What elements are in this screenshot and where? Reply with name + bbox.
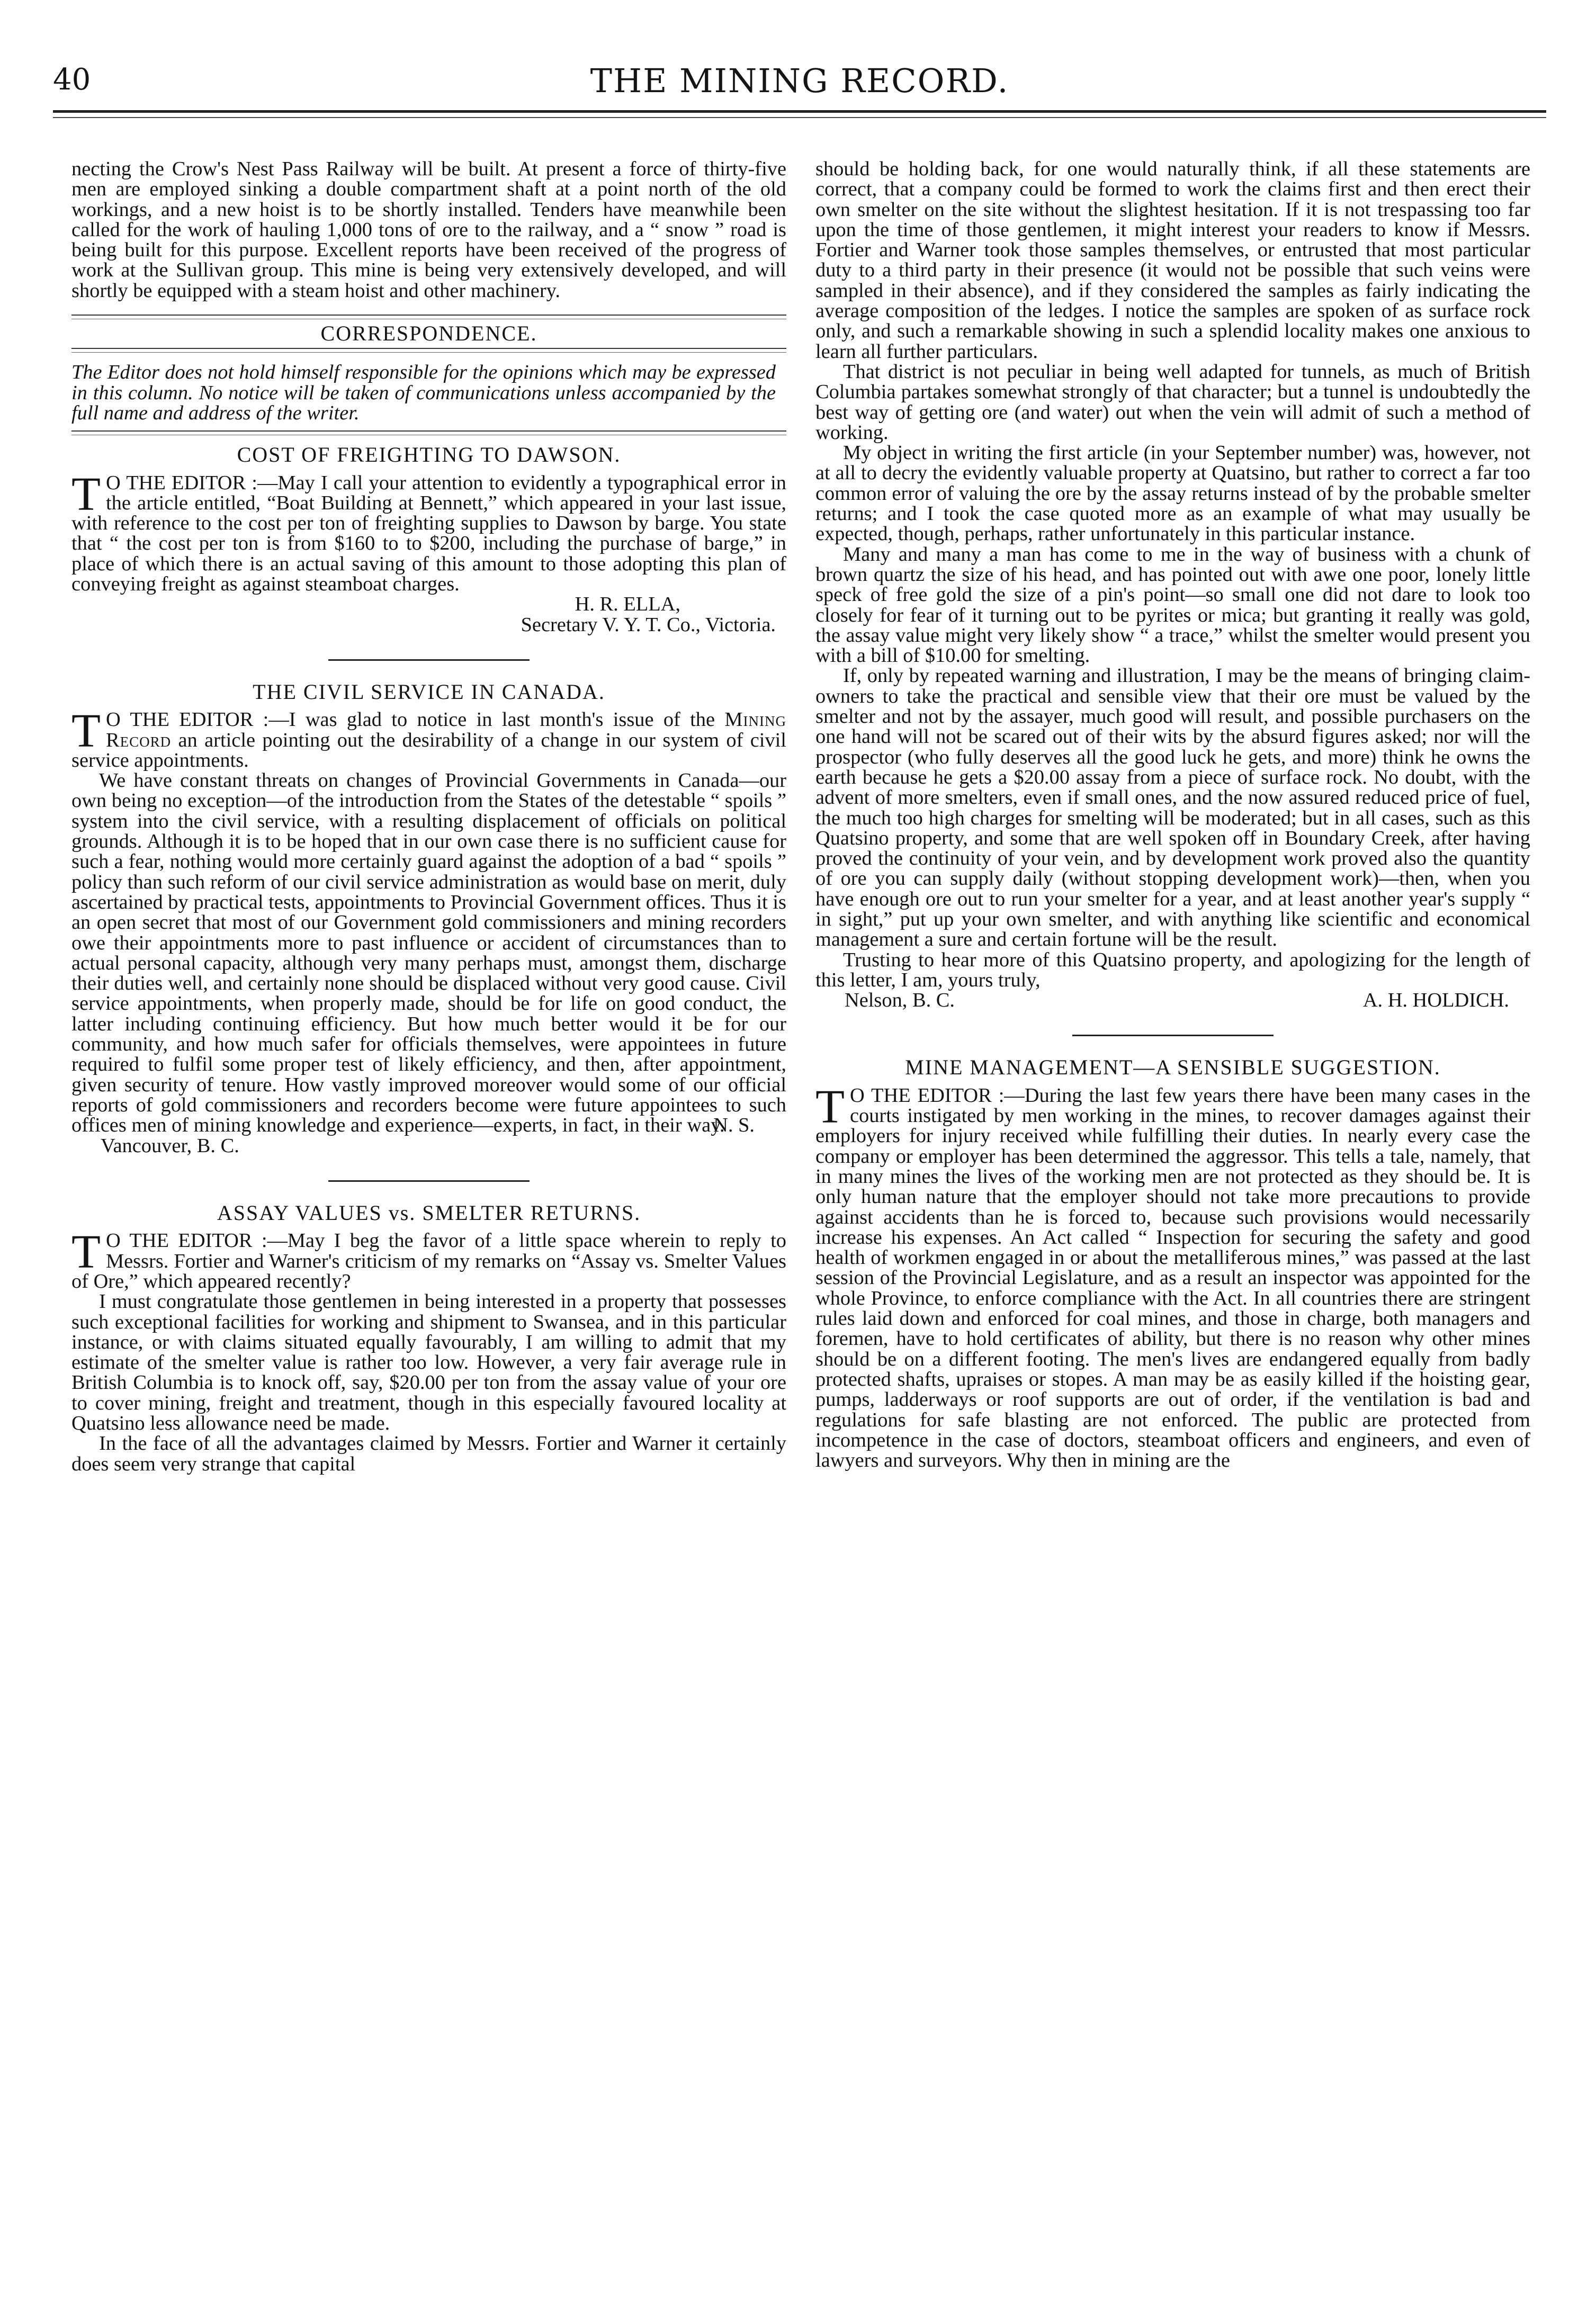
signature-initials: N. S. — [713, 1114, 755, 1137]
drop-cap: T — [71, 705, 101, 758]
separator-rule — [328, 659, 530, 661]
letter-body: O THE EDITOR :—During the last few years there have been many cases in the courts instigated by men working in the mines, to recover damages against their employers for injury received while fulfilling their duties. In nearly every case the company or employer has been determined the aggressor. This tells a tale, namely, that in many mines the lives of the working men are not protected as they should be. It is only human nature that the employer should not take more precautions to provide against accidents than he is forced to, because such provisions would necessarily increase his expenses. An Act called “ Inspection for securing the safety and good health of workmen engaged in or about the metalliferous mines,” was passed at the last session of the Provincial Legislature, and as a result an inspector was appointed for the whole Province, to enforce compliance with the Act. In all countries there are stringent rules laid down and enforced for coal mines, and those in charge, both managers and foremen, have to hold certificates of ability, but there is no reason why other mines should be on a different footing. The men's lives are endangered equally from badly protected shafts, upraises or stopes. A man may be as easily killed if the hoisting gear, pumps, ladderways or roof supports are out of order, if the ventilation is bad and regulations for safe blasting are not enforced. The public are protected from incompetence in the case of doctors, steamboat officers and engineers, and even of lawyers and surveyors. Why then in mining are the — [815, 1084, 1530, 1472]
separator-rule — [328, 1180, 530, 1182]
letter-body: O THE EDITOR :—May I beg the favor of a little space wherein to reply to Messrs. Fortier and Warner's criticism of my remarks on “Assay vs. Smelter Values of Ore,” which appeared recently? — [71, 1229, 786, 1292]
letter-mine-management — [815, 1080, 1530, 1472]
letter-paragraph: My object in writing the first article (in your September number) was, however, not at all to decry the evidently valuable property at Quatsino, but rather to correct a far too common error of valuing the ore by the assay returns instead of by the probable smelter returns; and I took the case quoted more as an example of what may usually be expected, though, perhaps, rather unfortunately in this particular instance. — [815, 442, 1530, 545]
letter-paragraph: should be holding back, for one would naturally think, if all these statements are correct, that a company could be formed to work the claims first and then erect their own smelter on the site without the slightest hesitation. If it is not trespassing too far upon the time of those gentlemen, it might interest your readers to know if Messrs. Fortier and Warner took those samples themselves, or entrusted that most particular duty to a third party in their presence (it would not be possible that such veins were sampled in their absence), and if they considered the samples as fairly indicating the average composition of the ledges. I notice the samples are spoken of as surface rock only, and such a remarkable showing in such a splendid locality makes one anxious to learn all further particulars. — [815, 159, 1530, 363]
signature-place: Nelson, B. C. — [845, 989, 955, 1012]
continued-paragraph: necting the Crow's Nest Pass Railway will be built. At present a force of thirty-five men are employed sinking a double compartment shaft at a point north of the old workings, and a new hoist is to be shortly installed. Tenders have meanwhile been called for the work of hauling 1,000 tons of ore to the railway, and a “ snow ” road is being built for this purpose. Excellent reports have been received of the progress of work at the Sullivan group. This mine is being very extensively developed, and will shortly be equipped with a steam hoist and other machinery. — [71, 159, 786, 302]
letter-paragraph: I must congratulate those gentlemen in being interested in a property that possesses such exceptional facilities for working and shipment to Swansea, and in this particular instance, or with claims situated equally favourably, I am willing to admit that my estimate of the smelter value is rather too low. However, a very fair average rule in British Columbia is to knock off, say, $20.00 per ton from the assay value of your ore to cover mining, freight and treatment, though in this especially favoured locality at Quatsino less allowance need be made. — [71, 1290, 786, 1435]
letter-paragraph: Trusting to hear more of this Quatsino property, and apologizing for the length of this letter, I am, yours truly, — [815, 948, 1530, 991]
letter-title-assay: ASSAY VALUES vs. SMELTER RETURNS. — [217, 1201, 641, 1225]
editor-disclaimer: The Editor does not hold himself responsible for the opinions which may be expressed in this column. No notice will be taken of communications unless accompanied by the full name and address of the writer. — [71, 361, 776, 424]
correspondence-heading: CORRESPONDENCE. — [320, 321, 537, 346]
letter-title-civil-service: THE CIVIL SERVICE IN CANADA. — [253, 679, 605, 704]
letter-body: O THE EDITOR :—May I call your attention to evidently a typographical error in the article entitled, “Boat Building at Bennett,” which appeared in your last issue, with reference to the cost per ton of freighting supplies to Dawson by barge. You state that “ the cost per ton is from $160 to to $200, including the purchase of barge,” in place of which there is an actual saving of this amount to those adopting this plan of conveying freight as against steamboat charges. — [71, 471, 786, 596]
page-number: 40 — [53, 62, 91, 97]
header-rule-thin — [53, 117, 1546, 118]
letter-paragraph: We have constant threats on changes of Provincial Governments in Canada—our own being no exception—of the introduction from the States of the detestable “ spoils ” system into the civil service, with a resulting displacement of officials on political grounds. Although it is to be hoped that in our own case there is no sufficient cause for such a fear, nothing would more certainly guard against the adoption of a bad “ spoils ” policy than such reform of our civil service administration as would base on merit, duly ascertained by practical tests, appointments to Provincial Government offices. Thus it is an open secret that most of our Government gold commissioners and mining recorders owe their appointments more to past influence or accident of circumstances than to actual personal capacity, although very many perhaps must, amongst them, discharge their duties well, and certainly none should be displaced without very good cause. Civil service appointments, when properly made, should be for life on good conduct, the latter including continuing efficiency. But how much better would it be for our community, and how much safer for officials themselves, were appointees in future required to fulfil some proper test of likely efficiency, and then, after appointment, given security of tenure. How vastly improved moreover would some of our official reports of gold commissioners and recorders become were future appointees to such offices men of mining knowledge and experience—experts, in fact, in their way. — [71, 769, 786, 1137]
signature-name: A. H. HOLDICH. — [1362, 989, 1509, 1012]
letter-paragraph: Many and many a man has come to me in the way of business with a chunk of brown quartz the size of his head, and has pointed out with awe one poor, lonely little speck of free gold the size of a pin's point—so small one did not dare to look too closely for fear of it turning out to be pyrites or mica; but granting it really was gold, the assay value might very likely show “ a trace,” whilst the smelter would present you with a bill of $10.00 for smelting. — [815, 543, 1530, 667]
drop-cap: T — [815, 1080, 845, 1133]
letter-freighting — [71, 468, 786, 596]
letter-title-freighting: COST OF FREIGHTING TO DAWSON. — [237, 443, 621, 467]
drop-cap: T — [71, 1226, 101, 1279]
signature-row — [815, 990, 1530, 1010]
publication-name: Mining Record — [105, 708, 786, 751]
signature-name: H. R. ELLA, — [575, 593, 680, 616]
page-header — [53, 58, 1546, 106]
left-column — [71, 159, 786, 2272]
section-rule — [71, 430, 786, 435]
letter-civil-service — [71, 705, 786, 771]
letter-paragraph: In the face of all the advantages claimed by Messrs. Fortier and Warner it certainly does seem very strange that capital — [71, 1432, 786, 1475]
section-rule — [71, 348, 786, 353]
letter-paragraph: If, only by repeated warning and illustration, I may be the means of bringing claim-owners to take the practical and sensible view that their ore must be valued by the smelter and not by the assayer, much good will result, and possible purchasers on the one hand will not be scared out of their wits by the absurd figures asked; nor will the prospector (who fully deserves all the good luck he gets, and more) think he owns the earth because he gets a $20.00 assay from a piece of surface rock. No doubt, with the advent of more smelters, even if small ones, and the now assured reduced price of fuel, the much too high charges for smelting will be moderated; but in all cases, such as this Quatsino property, and some that are well spoken off in Boundary Creek, after having proved the continuity of your vein, and by development work proved also the quantity of ore you can supply daily (without stopping development work)—then, when you have enough ore out to run your smelter for a year, and at least another year's supply “ in sight,” put up your own smelter, and with anything like scientific and economical management a sure and certain fortune will be the result. — [815, 665, 1530, 951]
header-rule — [53, 110, 1546, 113]
signature-place: Vancouver, B. C. — [101, 1134, 239, 1157]
letter-paragraph: That district is not peculiar in being well adapted for tunnels, as much of British Columbia partakes somewhat strongly of that character; but a tunnel is undoubtedly the best way of getting ore (and water) out when the vein will admit of such a method of working. — [815, 360, 1530, 444]
drop-cap: T — [71, 468, 101, 520]
letter-body: O THE EDITOR :—I was glad to notice in last month's issue of the Mining Record an article pointing out the desirability of a change in our system of civil service appointments. — [71, 708, 786, 771]
separator-rule — [1072, 1035, 1274, 1036]
right-column — [815, 159, 1530, 2272]
signature-title: Secretary V. Y. T. Co., Victoria. — [521, 613, 776, 636]
masthead: THE MINING RECORD. — [590, 61, 1009, 100]
letter-assay — [71, 1226, 786, 1292]
section-rule — [71, 315, 786, 319]
letter-title-mine-management: MINE MANAGEMENT—A SENSIBLE SUGGESTION. — [905, 1055, 1441, 1080]
